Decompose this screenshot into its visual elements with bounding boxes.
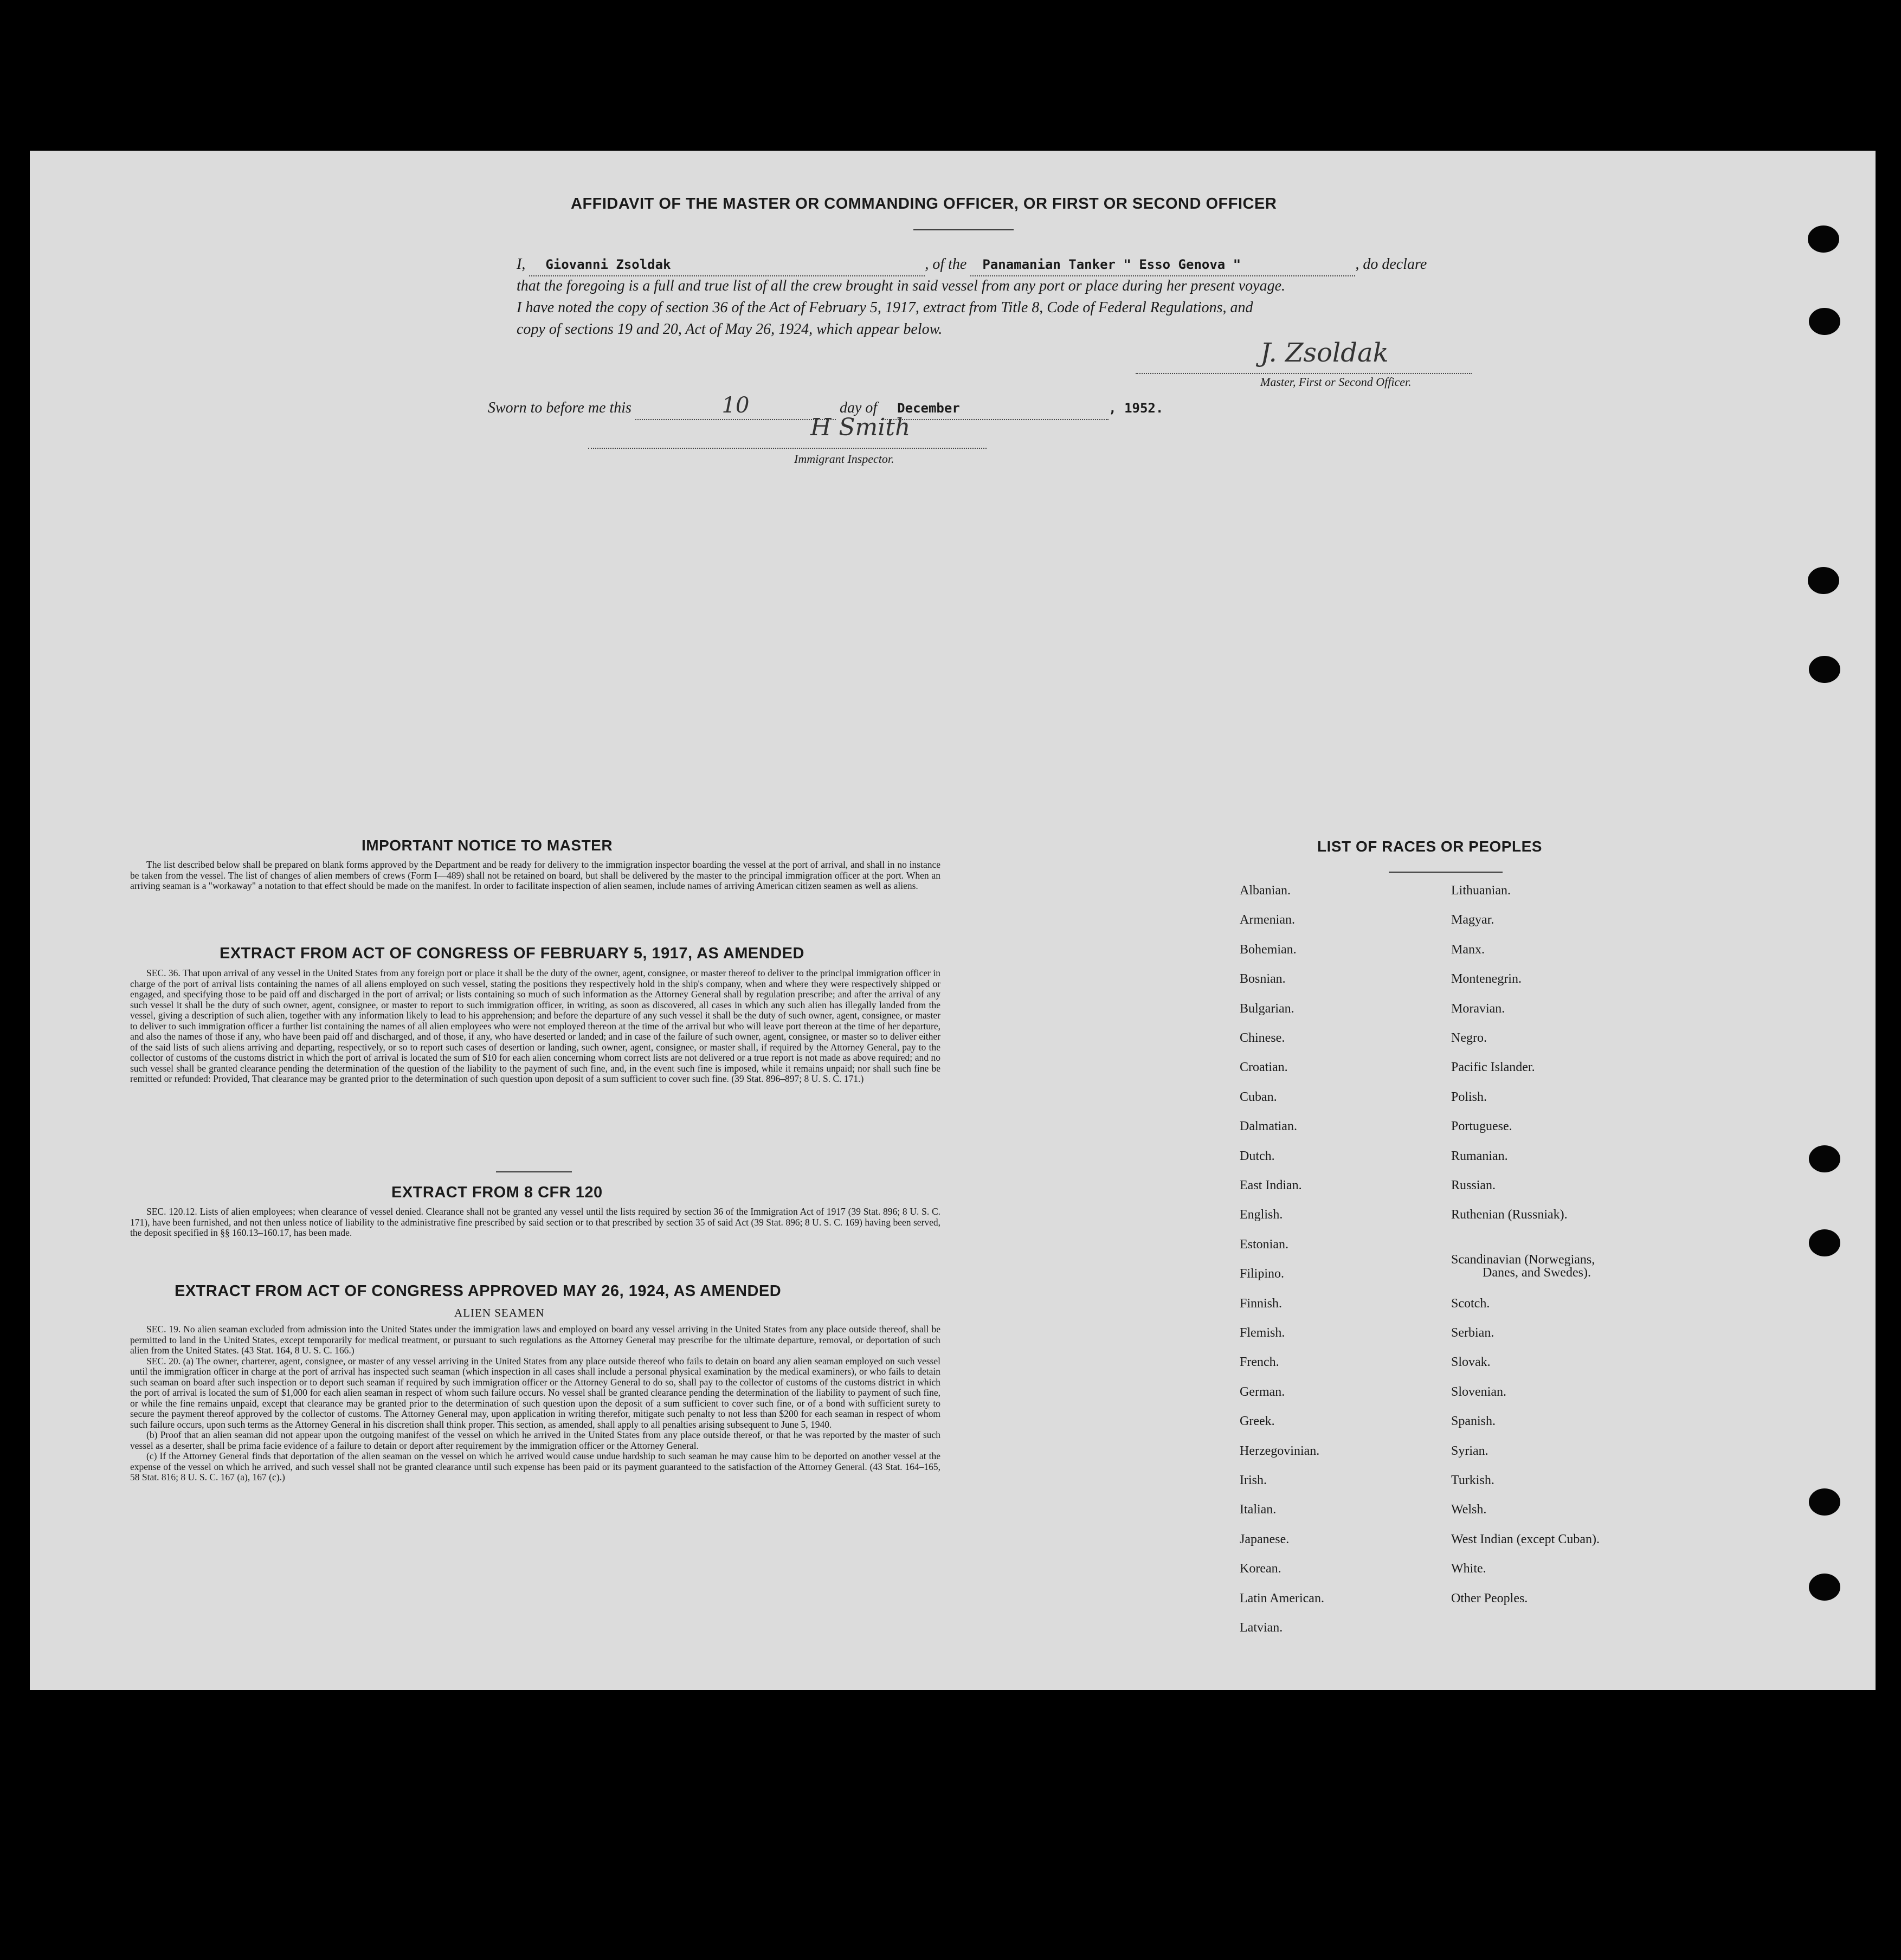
day-fill	[635, 395, 836, 420]
notice-paragraph: The list described below shall be prepared on blank forms approved by the Department and be ready for delivery to the immigration inspector boarding the vessel at the port of arrival, and shall in no instance be taken from the vessel. The list of changes of alien members of crews (Form I—489) shall not be retained on board, but shall be delivered by the master to the principal immigration officer at the port. When an arriving seaman is a "workaway" a notation to that effect should be made on the manifest. In order to facilitate inspection of alien seamen, include names of arriving American citizen seamen as well as aliens.	[130, 859, 940, 891]
extract-cfr-title: EXTRACT FROM 8 CFR 120	[391, 1184, 603, 1201]
notice-title: IMPORTANT NOTICE TO MASTER	[362, 837, 613, 854]
race-item: Other Peoples.	[1451, 1591, 1528, 1606]
race-item: Scandinavian (Norwegians,	[1451, 1252, 1595, 1267]
punch-hole	[1809, 1488, 1840, 1516]
affidavit-title: AFFIDAVIT OF THE MASTER OR COMMANDING OFFICER, OR FIRST OR SECOND OFFICER	[571, 195, 1277, 212]
sec-20a-paragraph: SEC. 20. (a) The owner, charterer, agent, consignee, or master of any vessel arriving in the United States from any place outside thereof who fails to detain on board any alien seaman employed on such vessel until the immigration officer in charge at the port of arrival has inspected such seaman (which inspection in all cases shall include a personal physical examination by the medical examiners), or who fails to detain such seaman on board after such inspection or to deport such seaman if required by such immigration officer or the Attorney General to do so, shall pay to the collector of customs of the customs district in which the port of arrival is located the sum of $1,000 for each alien seaman in respect of whom such failure occurs. No vessel shall be granted clearance pending the determination of the liability to payment of such fine, or while the fine remains unpaid, except that clearance may be granted prior to the determination of such question upon the deposit of a sum sufficient to cover such fine, or of a bond with sufficient surety to secure the payment thereof approved by the collector of customs. The Attorney General may, upon application in writing therefor, mitigate such penalty to not less than $200 for each seaman in respect of whom such failure occurs, upon such terms as the Attorney General in his discretion shall think proper. This section, as amended, shall apply to all penalties arising subsequent to June 5, 1940.	[130, 1355, 940, 1430]
race-item: Croatian.	[1240, 1060, 1288, 1075]
race-item: Danes, and Swedes).	[1483, 1265, 1591, 1280]
race-item: Slovak.	[1451, 1355, 1491, 1370]
race-item: Armenian.	[1240, 913, 1295, 927]
extract-cfr-text	[130, 1207, 940, 1239]
race-item: Latin American.	[1240, 1591, 1324, 1606]
punch-hole	[1808, 225, 1839, 253]
sworn-label: Sworn to before me this	[488, 399, 631, 416]
do-declare-label: , do declare	[1355, 256, 1427, 273]
affidavit-line-1	[517, 254, 1427, 276]
race-item: Italian.	[1240, 1503, 1277, 1517]
punch-hole	[1809, 1229, 1840, 1256]
sec-19-paragraph: SEC. 19. No alien seaman excluded from admission into the United States under the immigration laws and employed on board any vessel arriving in the United States from any place outside thereof, shall be permitted to land in the United States, except temporarily for medical treatment, or pursuant to such regulations as the Attorney General may prescribe for the ultimate departure, removal, or deportation of such alien from the United States. (43 Stat. 164, 8 U. S. C. 166.)	[130, 1324, 940, 1356]
race-item: Bosnian.	[1240, 972, 1286, 987]
name-fill	[529, 254, 925, 276]
extract-1924-text	[130, 1324, 940, 1483]
race-item: Korean.	[1240, 1562, 1281, 1576]
vessel-name: Panamanian Tanker " Esso Genova "	[982, 257, 1241, 272]
affidavit-line-2: that the foregoing is a full and true list of all the crew brought in said vessel from any port or place during her present voyage.	[517, 278, 1286, 294]
master-name: Giovanni Zsoldak	[545, 257, 671, 272]
races-title: LIST OF RACES OR PEOPLES	[1317, 838, 1542, 855]
day-of-label: day of	[839, 399, 878, 416]
inspector-signature: H Smith	[810, 414, 911, 441]
race-item: Spanish.	[1451, 1414, 1496, 1429]
race-item: Manx.	[1451, 942, 1485, 957]
punch-hole	[1809, 1145, 1840, 1172]
race-item: Bohemian.	[1240, 942, 1297, 957]
race-item: Russian.	[1451, 1178, 1496, 1192]
vessel-fill	[970, 254, 1355, 276]
sworn-day: 10	[721, 393, 750, 418]
extract-cfr-paragraph: SEC. 120.12. Lists of alien employees; when clearance of vessel denied. Clearance shall not be granted any vessel until the lists required by section 36 of the Immigration Act of 1917 (39 Stat. 896; 8 U. S. C. 171), have been furnished, and not then unless notice of liability to the administrative fine prescribed by said section or to that prescribed by section 35 of said Act (39 Stat. 896; 8 U. S. C. 169) having been served, the deposit specified in §§ 160.13–160.17, has been made.	[130, 1206, 940, 1238]
race-item: Albanian.	[1240, 884, 1291, 898]
race-item: West Indian (except Cuban).	[1451, 1532, 1600, 1546]
race-item: Negro.	[1451, 1031, 1487, 1045]
race-item: Moravian.	[1451, 1001, 1505, 1016]
extract-1924-title: EXTRACT FROM ACT OF CONGRESS APPROVED MAY 26, 1924, AS AMENDED	[175, 1282, 782, 1300]
race-item: Portuguese.	[1451, 1119, 1512, 1134]
race-item: Dutch.	[1240, 1149, 1275, 1163]
of-the-label: , of the	[925, 256, 967, 273]
month-fill	[881, 397, 1109, 420]
race-item: Syrian.	[1451, 1443, 1488, 1458]
race-item: Scotch.	[1451, 1296, 1490, 1311]
inspector-label: Immigrant Inspector.	[794, 452, 894, 466]
notice-text	[130, 860, 940, 892]
inspector-signature-line	[588, 448, 987, 449]
race-item: Rumanian.	[1451, 1149, 1508, 1163]
master-signature: J. Zsoldak	[1260, 338, 1389, 368]
race-item: German.	[1240, 1384, 1285, 1399]
extract-1917-paragraph: SEC. 36. That upon arrival of any vessel in the United States from any foreign port or place it shall be the duty of the owner, agent, consignee, or master thereof to deliver to the principal immigration officer in charge of the port of arrival lists containing the names of all aliens employed on such vessel, stating the positions they respectively hold in the ship's company, when and where they were respectively shipped or engaged, and specifying those to be paid off and discharged in the port of arrival; or lists containing so much of such information as the Attorney General shall by regulation prescribe; and after the arrival of any such vessel it shall be the duty of such owner, agent, consignee, or master to report to such immigration officer, in writing, as soon as discovered, all cases in which any such alien has illegally landed from the vessel, giving a description of such alien, together with any information likely to lead to his apprehension; and before the departure of any such vessel it shall be the duty of such owner, agent, consignee, or master to deliver to such immigration officer a further list containing the names of all alien employees who were not employed thereon at the time of the arrival but who will leave port thereon at the time of her departure, and also the names of those if any, who have been paid off and discharged, and of those, if any, who have deserted or landed; and in case of the failure of such owner, agent, consignee, or master so to deliver either of the said lists of such aliens arriving and departing, respectively, or so to report such cases of desertion or landing, such owner, agent, consignee, or master shall, if required by the Attorney General, pay to the collector of customs of the customs district in which the port of arrival is located the sum of $10 for each alien concerning whom correct lists are not delivered or a true report is not made as above required; and no such vessel shall be granted clearance pending the determination of the question of the liability to the payment of such fine, and, in the event such fine is imposed, while it remains unpaid; nor shall such fine be remitted or refunded: Provided, That clearance may be granted prior to the determination of such question upon deposit of a sum sufficient to cover such fine. (39 Stat. 896–897; 8 U. S. C. 171.)	[130, 968, 940, 1084]
race-item: Montenegrin.	[1451, 972, 1522, 987]
master-label: Master, First or Second Officer.	[1260, 375, 1412, 389]
race-item: Polish.	[1451, 1089, 1487, 1104]
document-sheet	[30, 151, 1876, 1690]
race-item: French.	[1240, 1355, 1279, 1370]
alien-seamen-subtitle: ALIEN SEAMEN	[454, 1306, 545, 1319]
affidavit-line-4: copy of sections 19 and 20, Act of May 26, 1924, which appear below.	[517, 321, 943, 338]
race-item: Estonian.	[1240, 1237, 1288, 1252]
race-item: Ruthenian (Russniak).	[1451, 1208, 1568, 1222]
race-item: Pacific Islander.	[1451, 1060, 1535, 1075]
race-item: Magyar.	[1451, 913, 1494, 927]
race-item: Slovenian.	[1451, 1384, 1506, 1399]
sec-20c-paragraph: (c) If the Attorney General finds that deportation of the alien seaman on the vessel on which he arrived would cause undue hardship to such seaman he may cause him to be deported on another vessel at the expense of the vessel on which he arrived, and such vessel shall not be granted clearance until such expense has been paid or its payment guaranteed to the satisfaction of the Attorney General. (43 Stat. 164–165, 58 Stat. 816; 8 U. S. C. 167 (a), 167 (c).)	[130, 1450, 940, 1482]
race-item: Finnish.	[1240, 1296, 1283, 1311]
race-item: Turkish.	[1451, 1473, 1494, 1487]
punch-hole	[1808, 567, 1839, 594]
race-item: Chinese.	[1240, 1031, 1285, 1045]
race-item: Herzegovinian.	[1240, 1443, 1320, 1458]
title-rule	[913, 229, 1014, 230]
race-item: Irish.	[1240, 1473, 1267, 1487]
race-item: Filipino.	[1240, 1267, 1285, 1281]
affidavit-line-3: I have noted the copy of section 36 of the Act of February 5, 1917, extract from Title 8, Code of Federal Regulations, and	[517, 299, 1253, 316]
punch-hole	[1809, 1574, 1840, 1601]
master-signature-line	[1136, 373, 1472, 374]
punch-hole	[1809, 656, 1840, 683]
extract-1917-text	[130, 968, 940, 1085]
race-item: Welsh.	[1451, 1503, 1487, 1517]
race-item: Greek.	[1240, 1414, 1275, 1429]
race-item: Cuban.	[1240, 1089, 1277, 1104]
extract-1917-title: EXTRACT FROM ACT OF CONGRESS OF FEBRUARY 5, 1917, AS AMENDED	[220, 945, 804, 962]
race-item: Latvian.	[1240, 1621, 1283, 1635]
race-item: Serbian.	[1451, 1326, 1494, 1340]
race-item: English.	[1240, 1208, 1283, 1222]
race-item: East Indian.	[1240, 1178, 1302, 1192]
sworn-year: , 1952.	[1109, 401, 1164, 416]
race-item: Lithuanian.	[1451, 884, 1511, 898]
race-item: Bulgarian.	[1240, 1001, 1294, 1016]
race-item: White.	[1451, 1562, 1486, 1576]
punch-hole	[1809, 308, 1840, 335]
section-rule	[496, 1171, 572, 1172]
sec-20b-paragraph: (b) Proof that an alien seaman did not appear upon the outgoing manifest of the vessel on which he arrived in the United States from any place outside thereof, or that he was reported by the master of such vessel as a deserter, shall be prima facie evidence of a failure to detain or deport after requirement by the immigration officer or the Attorney General.	[130, 1429, 940, 1451]
sworn-month: December	[897, 401, 960, 416]
race-item: Flemish.	[1240, 1326, 1285, 1340]
race-item: Japanese.	[1240, 1532, 1290, 1546]
race-item: Dalmatian.	[1240, 1119, 1297, 1134]
races-title-rule	[1389, 872, 1503, 873]
i-label: I,	[517, 256, 526, 273]
